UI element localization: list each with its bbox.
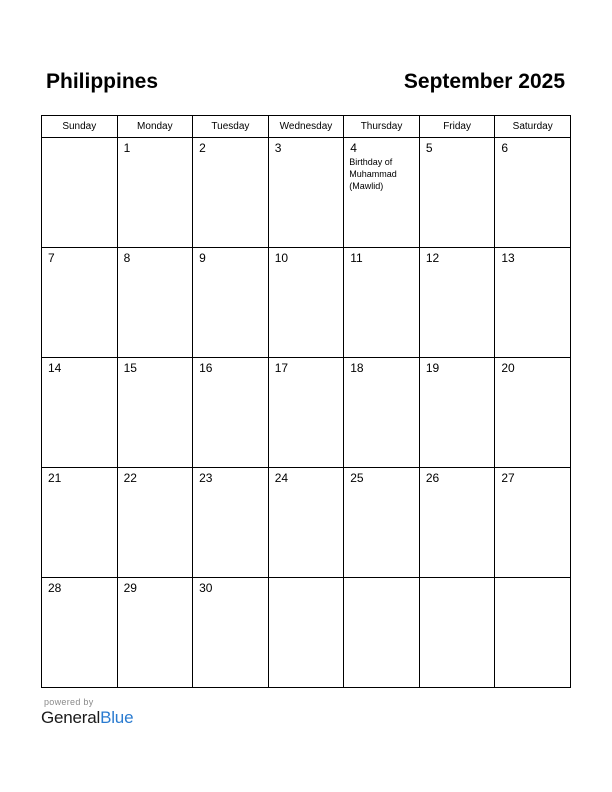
day-cell <box>419 248 495 358</box>
day-number: 8 <box>123 251 131 265</box>
day-number <box>269 578 344 581</box>
day-number: 26 <box>425 471 440 485</box>
day-number: 16 <box>199 361 213 375</box>
day-number: 11 <box>350 251 363 265</box>
week-row <box>42 358 571 468</box>
logo-text-general: General <box>41 708 101 727</box>
day-number: 1 <box>123 141 131 155</box>
day-cell <box>495 468 571 578</box>
day-cell <box>268 358 344 468</box>
calendar-title-month: September 2025 <box>403 70 565 93</box>
calendar-title-country: Philippines <box>46 70 159 93</box>
day-number: 14 <box>48 361 62 375</box>
day-cell <box>495 248 571 358</box>
day-cell <box>419 468 495 578</box>
powered-by-label: powered by <box>44 697 94 707</box>
day-number: 6 <box>501 141 509 155</box>
day-number: 20 <box>501 361 515 375</box>
day-number <box>42 138 117 141</box>
day-number: 2 <box>199 141 206 155</box>
weekday-header: Thursday <box>344 116 420 138</box>
day-cell <box>42 248 118 358</box>
day-cell <box>419 138 495 248</box>
day-cell <box>42 578 118 688</box>
day-cell <box>117 138 193 248</box>
day-cell <box>193 358 269 468</box>
logo-text-blue: Blue <box>100 708 134 727</box>
day-number: 15 <box>123 361 137 375</box>
weekday-header-row <box>42 116 571 138</box>
day-cell <box>193 578 269 688</box>
week-row <box>42 578 571 688</box>
day-cell <box>495 578 571 688</box>
day-number: 21 <box>48 471 62 485</box>
week-row <box>42 138 571 248</box>
day-number <box>495 578 570 581</box>
day-cell <box>344 138 420 248</box>
day-number: 9 <box>199 251 206 265</box>
day-cell <box>117 358 193 468</box>
weekday-header: Monday <box>117 116 193 138</box>
day-cell <box>344 358 420 468</box>
weekday-header: Tuesday <box>193 116 269 138</box>
day-cell <box>344 468 420 578</box>
day-number: 3 <box>274 141 282 155</box>
day-number: 4 <box>350 141 357 155</box>
calendar-grid <box>41 115 571 688</box>
day-cell <box>193 468 269 578</box>
day-number <box>420 578 495 581</box>
day-cell <box>117 578 193 688</box>
day-cell <box>419 358 495 468</box>
day-cell <box>495 358 571 468</box>
week-row <box>42 468 571 578</box>
day-number: 25 <box>350 471 364 485</box>
day-cell <box>193 138 269 248</box>
day-cell <box>268 248 344 358</box>
weekday-header: Saturday <box>495 116 571 138</box>
generalblue-logo[interactable] <box>41 708 133 728</box>
day-cell <box>117 248 193 358</box>
day-number: 5 <box>425 141 433 155</box>
day-number: 18 <box>350 361 364 375</box>
day-number: 30 <box>199 581 213 595</box>
day-number: 28 <box>48 581 62 595</box>
weekday-header: Sunday <box>42 116 118 138</box>
day-number <box>344 578 419 581</box>
day-number: 27 <box>501 471 515 485</box>
day-number: 12 <box>425 251 440 265</box>
day-cell <box>42 358 118 468</box>
day-cell <box>193 248 269 358</box>
day-number: 13 <box>501 251 515 265</box>
weekday-header: Friday <box>419 116 495 138</box>
day-cell <box>42 468 118 578</box>
holiday-event: Birthday of Muhammad (Mawlid) <box>349 157 397 191</box>
day-number: 29 <box>123 581 137 595</box>
day-number: 22 <box>123 471 137 485</box>
day-number: 7 <box>48 251 55 265</box>
day-cell <box>268 138 344 248</box>
day-number: 17 <box>274 361 289 375</box>
day-cell <box>117 468 193 578</box>
day-cell <box>419 578 495 688</box>
day-number: 24 <box>274 471 289 485</box>
day-number: 10 <box>274 251 289 265</box>
day-number: 23 <box>199 471 213 485</box>
day-number: 19 <box>425 361 440 375</box>
day-cell <box>495 138 571 248</box>
day-cell <box>344 578 420 688</box>
day-cell <box>268 468 344 578</box>
weekday-header: Wednesday <box>268 116 344 138</box>
day-cell <box>268 578 344 688</box>
day-cell <box>344 248 420 358</box>
week-row <box>42 248 571 358</box>
day-cell <box>42 138 118 248</box>
